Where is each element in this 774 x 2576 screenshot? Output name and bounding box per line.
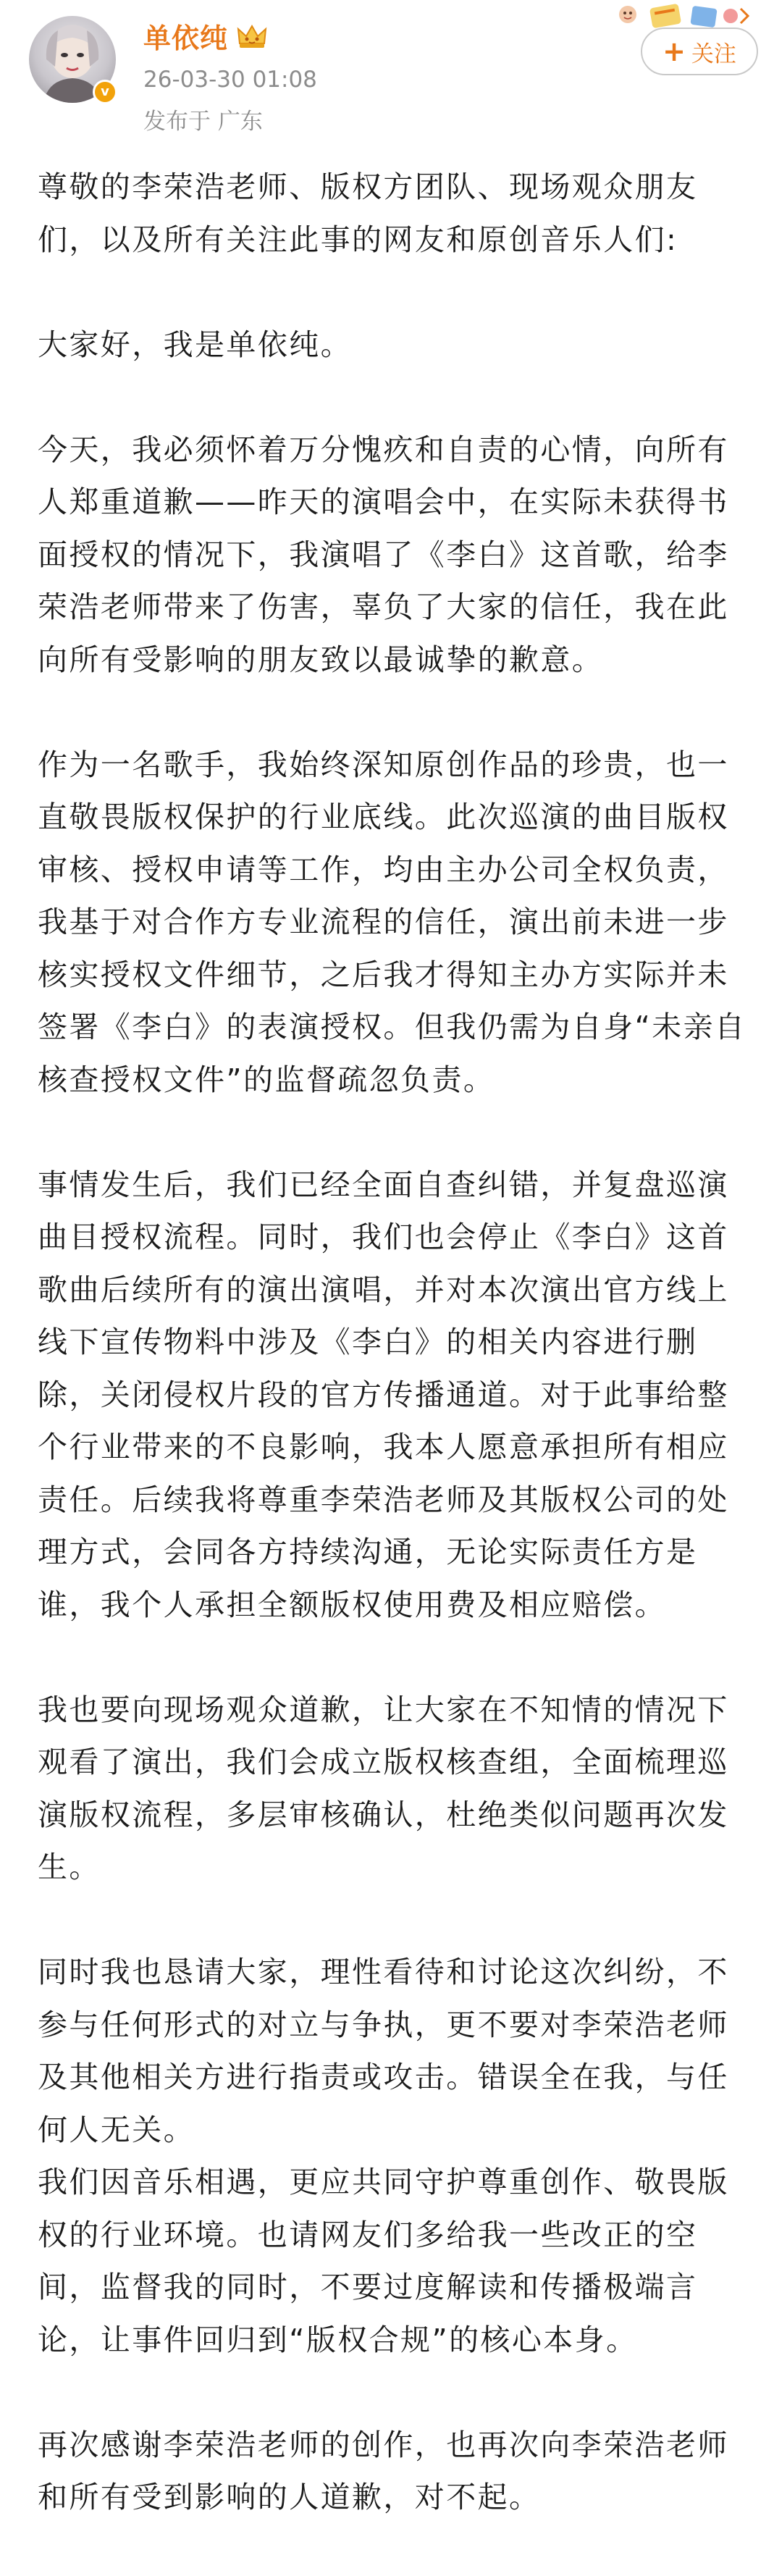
verified-badge-icon: v — [93, 80, 117, 104]
post-paragraph: 作为一名歌手，我始终深知原创作品的珍贵，也一直敬畏版权保护的行业底线。此次巡演的曲目版权审核、授权申请等工作，均由主办公司全权负责，我基于对合作方专业流程的信任，演出前未进一步核实授权文件细节，之后我才得知主办方实际并未签署《李白》的表演授权。但我仍需为自身“未亲自核查授权文件”的监督疏忽负责。 — [38, 747, 746, 1097]
avatar[interactable] — [29, 16, 116, 103]
post-location: 发布于 广东 — [143, 109, 263, 135]
post-paragraph: 再次感谢李荣浩老师的创作，也再次向李荣浩老师和所有受到影响的人道歉，对不起。 — [38, 2427, 729, 2514]
post-paragraph: 我们因音乐相遇，更应共同守护尊重创作、敬畏版权的行业环境。也请网友们多给我一些改正的空间，监督我的同时，不要过度解读和传播极端言论，让事件回归到“版权合规”的核心本身。 — [38, 2165, 729, 2357]
post-paragraph: 事情发生后，我们已经全面自查纠错，并复盘巡演曲目授权流程。同时，我们也会停止《李白》这首歌曲后续所有的演出演唱，并对本次演出官方线上线下宣传物料中涉及《李白》的相关内容进行删除，关闭侵权片段的官方传播通道。对于此事给整个行业带来的不良影响，我本人愿意承担所有相应责任。后续我将尊重李荣浩老师及其版权公司的处理方式，会同各方持续沟通，无论实际责任方是谁，我个人承担全额版权使用费及相应赔偿。 — [38, 1167, 729, 1622]
post-paragraph: 尊敬的李荣浩老师、版权方团队、现场观众朋友们，以及所有关注此事的网友和原创音乐人们: — [38, 169, 698, 257]
post-paragraph: 同时我也恳请大家，理性看待和讨论这次纠纷，不参与任何形式的对立与争执，更不要对李荣浩老师及其他相关方进行指责或攻击。错误全在我，与任何人无关。 — [38, 1955, 729, 2147]
follow-button-label: 关注 — [691, 41, 736, 67]
post-timestamp: 26-03-30 01:08 — [143, 67, 317, 93]
post-paragraph: 今天，我必须怀着万分愧疚和自责的心情，向所有人郑重道歉——昨天的演唱会中，在实际未获得书面授权的情况下，我演唱了《李白》这首歌，给李荣浩老师带来了伤害，辜负了大家的信任，我在此向所有受影响的朋友致以最诚挚的歉意。 — [38, 432, 729, 677]
post-body — [38, 161, 754, 2576]
author-name-row — [143, 16, 269, 56]
post-paragraph: 大家好，我是单依纯。 — [38, 327, 352, 362]
vip-crown-icon — [235, 22, 269, 51]
follow-button[interactable] — [641, 28, 758, 75]
post-header — [0, 0, 774, 138]
plus-icon: + — [662, 35, 686, 67]
post-paragraph: 我也要向现场观众道歉，让大家在不知情的情况下观看了演出，我们会成立版权核查组，全面梳理巡演版权流程，多层审核确认，杜绝类似问题再次发生。 — [38, 1692, 729, 1884]
author-name[interactable]: 单依纯 — [143, 22, 229, 54]
